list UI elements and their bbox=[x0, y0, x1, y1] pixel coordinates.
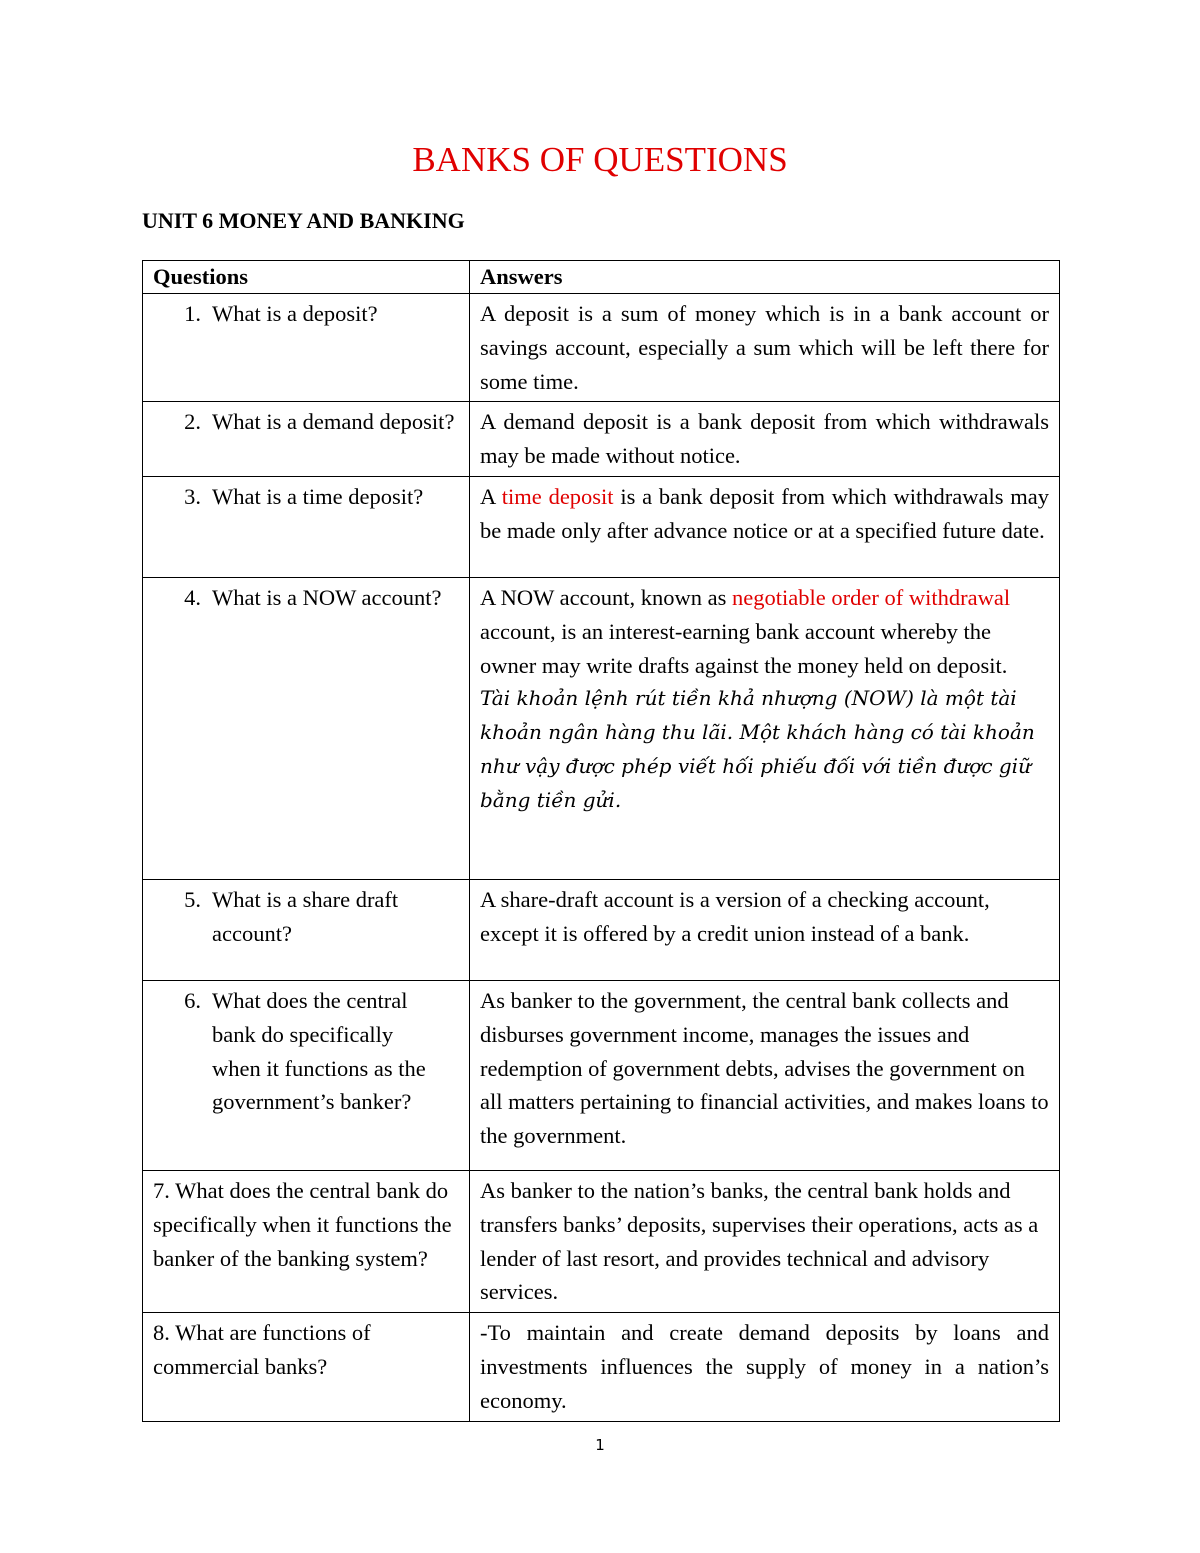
answer-cell bbox=[470, 577, 1060, 879]
answer-translation: Tài khoản lệnh rút tiền khả nhượng (NOW) là một tài khoản ngân hàng thu lãi. Một khách hàng có tài khoản như vậy được phép viết hối phiếu đối với tiền được giữ bằng tiền gửi. bbox=[480, 686, 1035, 812]
question-text: What is a deposit? bbox=[212, 301, 378, 326]
question-text: What is a demand deposit? bbox=[212, 409, 455, 435]
answer-text: A bbox=[480, 483, 502, 509]
answer-cell: As banker to the nation’s banks, the central bank holds and transfers banks’ deposits, supervises their operations, acts as a lender of last resort, and provides technical and advisory services. bbox=[470, 1170, 1060, 1312]
answer-text: A NOW account, known as bbox=[480, 584, 733, 610]
answer-text: is a bank deposit from which withdrawals may be made only after advance notice or at a specified future date. bbox=[480, 483, 1049, 543]
question-number: 1. bbox=[184, 301, 201, 326]
table-row bbox=[143, 1170, 1060, 1312]
answer-cell: A demand deposit is a bank deposit from which withdrawals may be made without notice. bbox=[470, 402, 1060, 477]
table-row bbox=[143, 294, 1060, 402]
question-text: What is a time deposit? bbox=[212, 483, 424, 509]
question-number: 5. bbox=[184, 886, 201, 912]
question-cell: 8. What are functions of commercial banks? bbox=[143, 1313, 470, 1421]
page-number: 1 bbox=[595, 1436, 605, 1454]
table-row bbox=[143, 980, 1060, 1170]
answer-cell: As banker to the government, the central bank collects and disburses government income, manages the issues and redemption of government debts, advises the government on all matters pertaining to financial activities, and makes loans to the government. bbox=[470, 980, 1060, 1170]
answer-text: account, is an interest-earning bank account whereby the owner may write drafts against the money held on deposit. bbox=[480, 618, 1008, 678]
question-cell bbox=[143, 402, 470, 477]
question-text: What is a share draft account? bbox=[212, 886, 399, 946]
page-title: BANKS OF QUESTIONS bbox=[412, 140, 788, 179]
question-cell bbox=[143, 476, 470, 577]
question-text: What is a NOW account? bbox=[212, 584, 442, 610]
table-row bbox=[143, 577, 1060, 879]
answer-highlight: negotiable order of withdrawal bbox=[732, 584, 1011, 610]
answer-cell bbox=[470, 476, 1060, 577]
question-cell bbox=[143, 294, 470, 402]
table-row bbox=[143, 879, 1060, 980]
qa-table bbox=[142, 260, 1060, 1422]
question-cell bbox=[143, 577, 470, 879]
question-number: 4. bbox=[184, 584, 201, 610]
table-row bbox=[143, 1313, 1060, 1421]
table-header-row bbox=[143, 261, 1060, 294]
question-cell bbox=[143, 879, 470, 980]
question-number: 6. bbox=[184, 987, 201, 1013]
table-row bbox=[143, 402, 1060, 477]
question-cell bbox=[143, 980, 470, 1170]
unit-heading: UNIT 6 MONEY AND BANKING bbox=[142, 208, 465, 233]
answer-cell: A deposit is a sum of money which is in a bank account or savings account, especially a sum which will be left there for some time. bbox=[470, 294, 1060, 402]
questions-header: Questions bbox=[143, 261, 470, 294]
question-number: 3. bbox=[184, 483, 201, 509]
question-number: 2. bbox=[184, 409, 201, 435]
answer-highlight: time deposit bbox=[501, 483, 614, 509]
answer-cell: A share-draft account is a version of a checking account, except it is offered by a credit union instead of a bank. bbox=[470, 879, 1060, 980]
answers-header: Answers bbox=[470, 261, 1060, 294]
answer-cell: -To maintain and create demand deposits by loans and investments influences the supply of money in a nation’s economy. bbox=[470, 1313, 1060, 1421]
table-row bbox=[143, 476, 1060, 577]
question-cell: 7. What does the central bank do specifically when it functions the banker of the banking system? bbox=[143, 1170, 470, 1312]
question-text: What does the central bank do specifically when it functions as the government’s banker? bbox=[212, 987, 426, 1115]
